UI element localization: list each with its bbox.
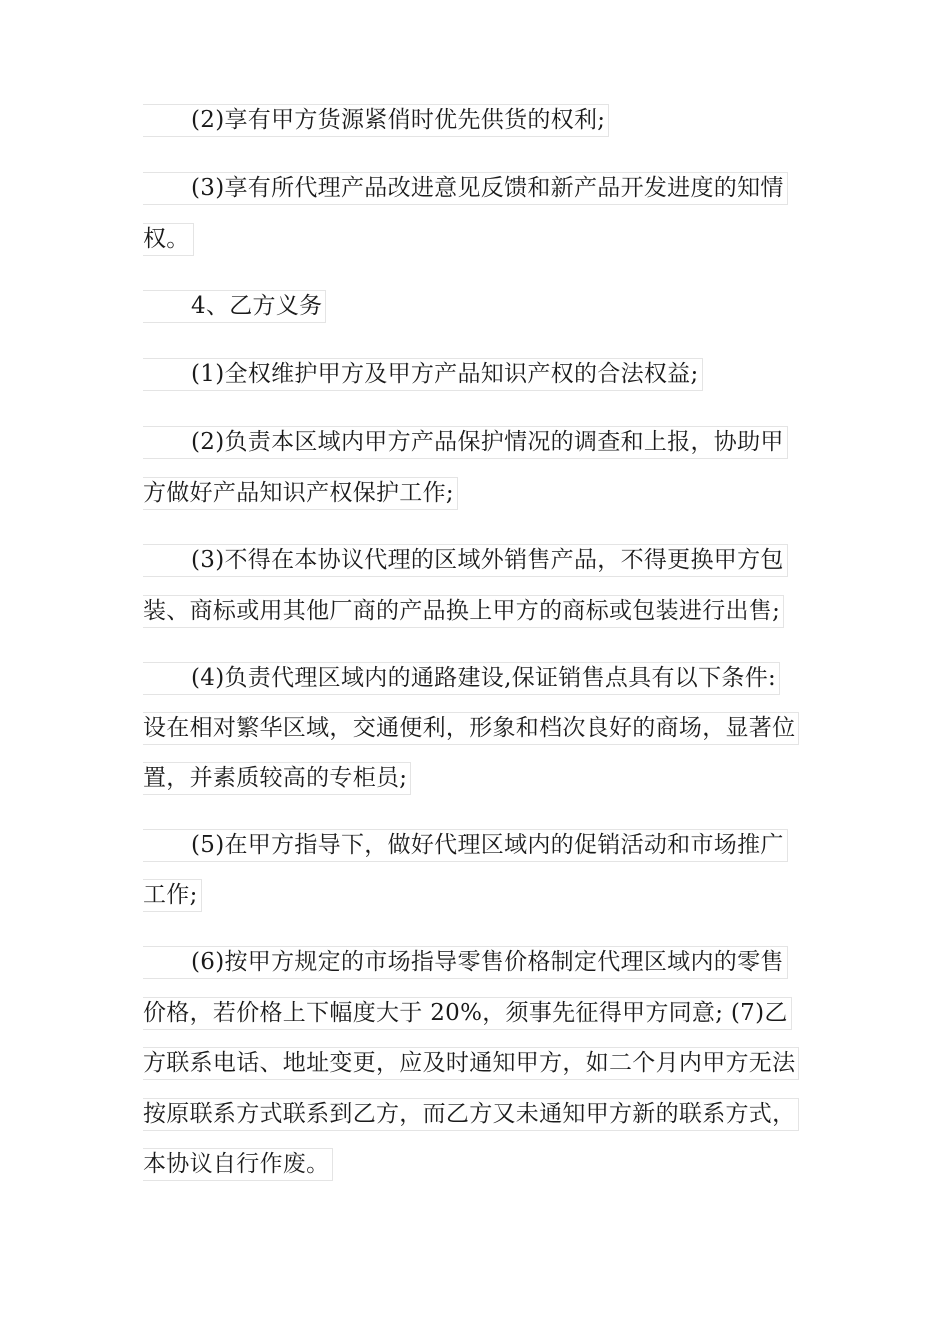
paragraph-line-obligation-6-cont1: 价格，若价格上下幅度大于 20%，须事先征得甲方同意; (7)乙 bbox=[143, 997, 788, 1030]
paragraph-line-obligation-3: (3)不得在本协议代理的区域外销售产品，不得更换甲方包 bbox=[143, 544, 784, 577]
paragraph-line-obligation-4-cont2: 置，并素质较高的专柜员; bbox=[143, 762, 407, 795]
paragraph-line-obligation-6-cont3: 按原联系方式联系到乙方，而乙方又未通知甲方新的联系方式， bbox=[143, 1098, 795, 1131]
paragraph-line-obligation-6: (6)按甲方规定的市场指导零售价格制定代理区域内的零售 bbox=[143, 946, 784, 979]
paragraph-line-obligation-5-cont: 工作; bbox=[143, 879, 198, 912]
section-heading-obligations: 4、乙方义务 bbox=[143, 290, 322, 323]
paragraph-line-rights-3: (3)享有所代理产品改进意见反馈和新产品开发进度的知情 bbox=[143, 172, 784, 205]
paragraph-line-obligation-1: (1)全权维护甲方及甲方产品知识产权的合法权益; bbox=[143, 358, 699, 391]
paragraph-line-obligation-6-cont2: 方联系电话、地址变更，应及时通知甲方，如二个月内甲方无法 bbox=[143, 1047, 795, 1080]
paragraph-line-obligation-3-cont: 装、商标或用其他厂商的产品换上甲方的商标或包装进行出售; bbox=[143, 595, 780, 628]
paragraph-line-rights-3-cont: 权。 bbox=[143, 223, 190, 256]
paragraph-line-obligation-4-cont1: 设在相对繁华区域，交通便利，形象和档次良好的商场，显著位 bbox=[143, 712, 795, 745]
paragraph-line-obligation-4: (4)负责代理区域内的通路建设,保证销售点具有以下条件: bbox=[143, 662, 776, 695]
paragraph-line-obligation-5: (5)在甲方指导下，做好代理区域内的促销活动和市场推广 bbox=[143, 829, 784, 862]
paragraph-line-obligation-2-cont: 方做好产品知识产权保护工作; bbox=[143, 477, 454, 510]
paragraph-line-obligation-6-cont4: 本协议自行作废。 bbox=[143, 1148, 329, 1181]
paragraph-line-rights-2: (2)享有甲方货源紧俏时优先供货的权利; bbox=[143, 104, 605, 137]
paragraph-line-obligation-2: (2)负责本区域内甲方产品保护情况的调查和上报，协助甲 bbox=[143, 426, 784, 459]
